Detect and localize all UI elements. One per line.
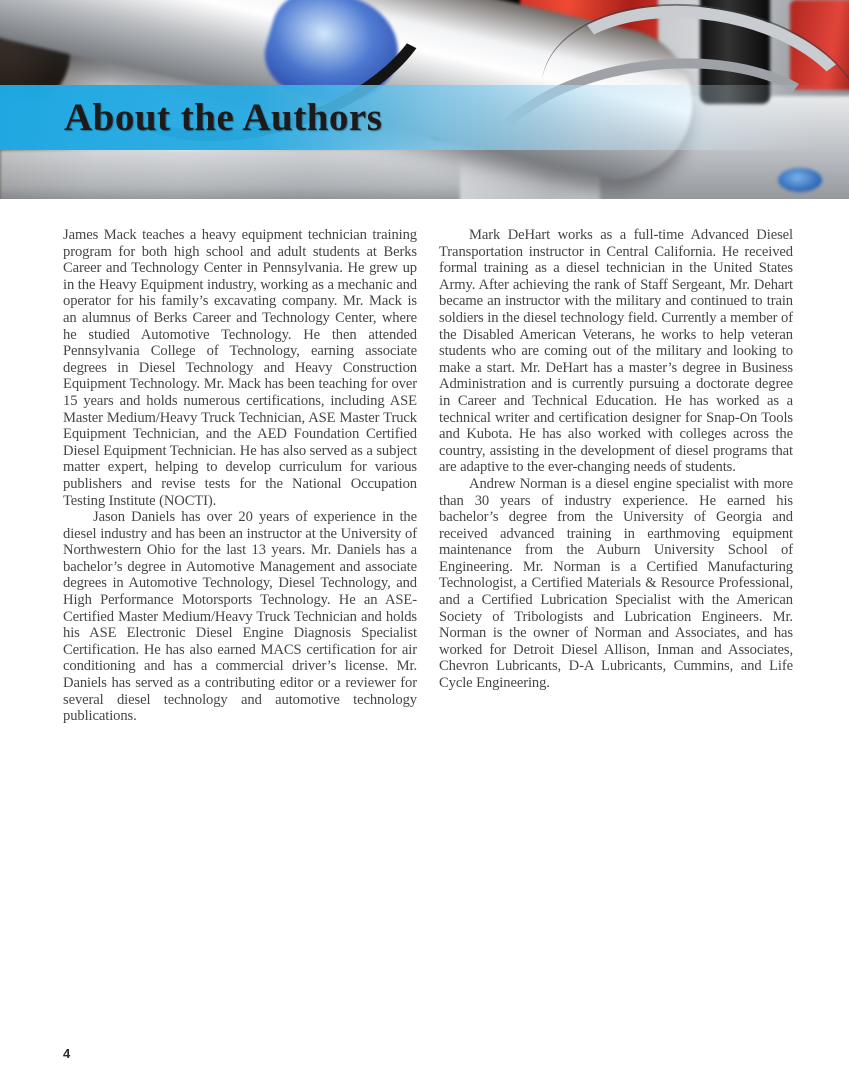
engine-metal-base-shape — [0, 150, 460, 199]
page-title: About the Authors — [64, 96, 383, 139]
paragraph-jason-daniels: Jason Daniels has over 20 years of experience in the diesel industry and has been an instructor at the University of Northwestern Ohio for the last 13 years. Mr. Daniels has a bachelor’s degree in Automotive Management and associate degrees in Automotive Technology, Diesel Technology, and High Performance Motorsports Technology. He an ASE-Certified Master Medium/Heavy Truck Technician and holds his ASE Electronic Diesel Engine Diagnosis Specialist Certification. He has also earned MACS certification for air conditioning and has a commercial driver’s license. Mr. Daniels has served as a contributing editor or a reviewer for several diesel technology and automotive technology publications. — [63, 509, 417, 725]
header-photo — [0, 0, 849, 199]
page-number: 4 — [63, 1046, 71, 1061]
paragraph-andrew-norman: Andrew Norman is a diesel engine specialist with more than 30 years of industry experience. He earned his bachelor’s degree from the University of Georgia and received advanced training in earthmoving equipment maintenance from the Auburn University School of Engineering. Mr. Norman is a Certified Manufacturing Technologist, a Certified Materials & Resource Professional, and a Certified Lubrication Specialist with the American Society of Tribologists and Lubrication Engineers. Mr. Norman is the owner of Norman and Associates, and has worked for Detroit Diesel Allison, Inman and Associates, Chevron Lubricants, D-A Lubricants, Cummins, and Life Cycle Engineering. — [439, 475, 793, 692]
title-banner — [0, 85, 849, 150]
body-columns — [63, 227, 793, 725]
right-column — [439, 227, 793, 725]
paragraph-james-mack: James Mack teaches a heavy equipment technician training program for both high school and adult students at Berks Career and Technology Center in Pennsylvania. He grew up in the Heavy Equipment industry, working as a mechanic and operator for his family’s excavating company. Mr. Mack is an alumnus of Berks Career and Technology Center, where he studied Automotive Technology. He then attended Pennsylvania College of Technology, earning associate degrees in Diesel Technology and Heavy Construction Equipment Technology. Mr. Mack has been teaching for over 15 years and holds numerous certifications, including ASE Master Medium/Heavy Truck Technician, ASE Master Truck Equipment Technician, and the AED Foundation Certified Diesel Equipment Technician. He has also served as a subject matter expert, helping to develop curriculum for various publishers and revise tests for the National Occupation Testing Institute (NOCTI). — [63, 227, 417, 509]
engine-blue-cap-shape — [778, 168, 822, 192]
paragraph-mark-dehart: Mark DeHart works as a full-time Advanced Diesel Transportation instructor in Central California. He received formal training as a diesel technician in the United States Army. After achieving the rank of Staff Sergeant, Mr. Dehart became an instructor with the military and continued to train soldiers in the diesel technology field. Currently a member of the Disabled American Veterans, he works to help veteran students who are coming out of the military and looking to make a start. Mr. DeHart has a master’s degree in Business Administration and is currently pursuing a doctorate degree in Career and Technical Education. He has worked as a technical writer and certification designer for Snap-On Tools and Kubota. He has also worked with colleges across the country, assisting in the development of diesel programs that are adaptive to the ever-changing needs of students. — [439, 227, 793, 476]
left-column — [63, 227, 417, 725]
